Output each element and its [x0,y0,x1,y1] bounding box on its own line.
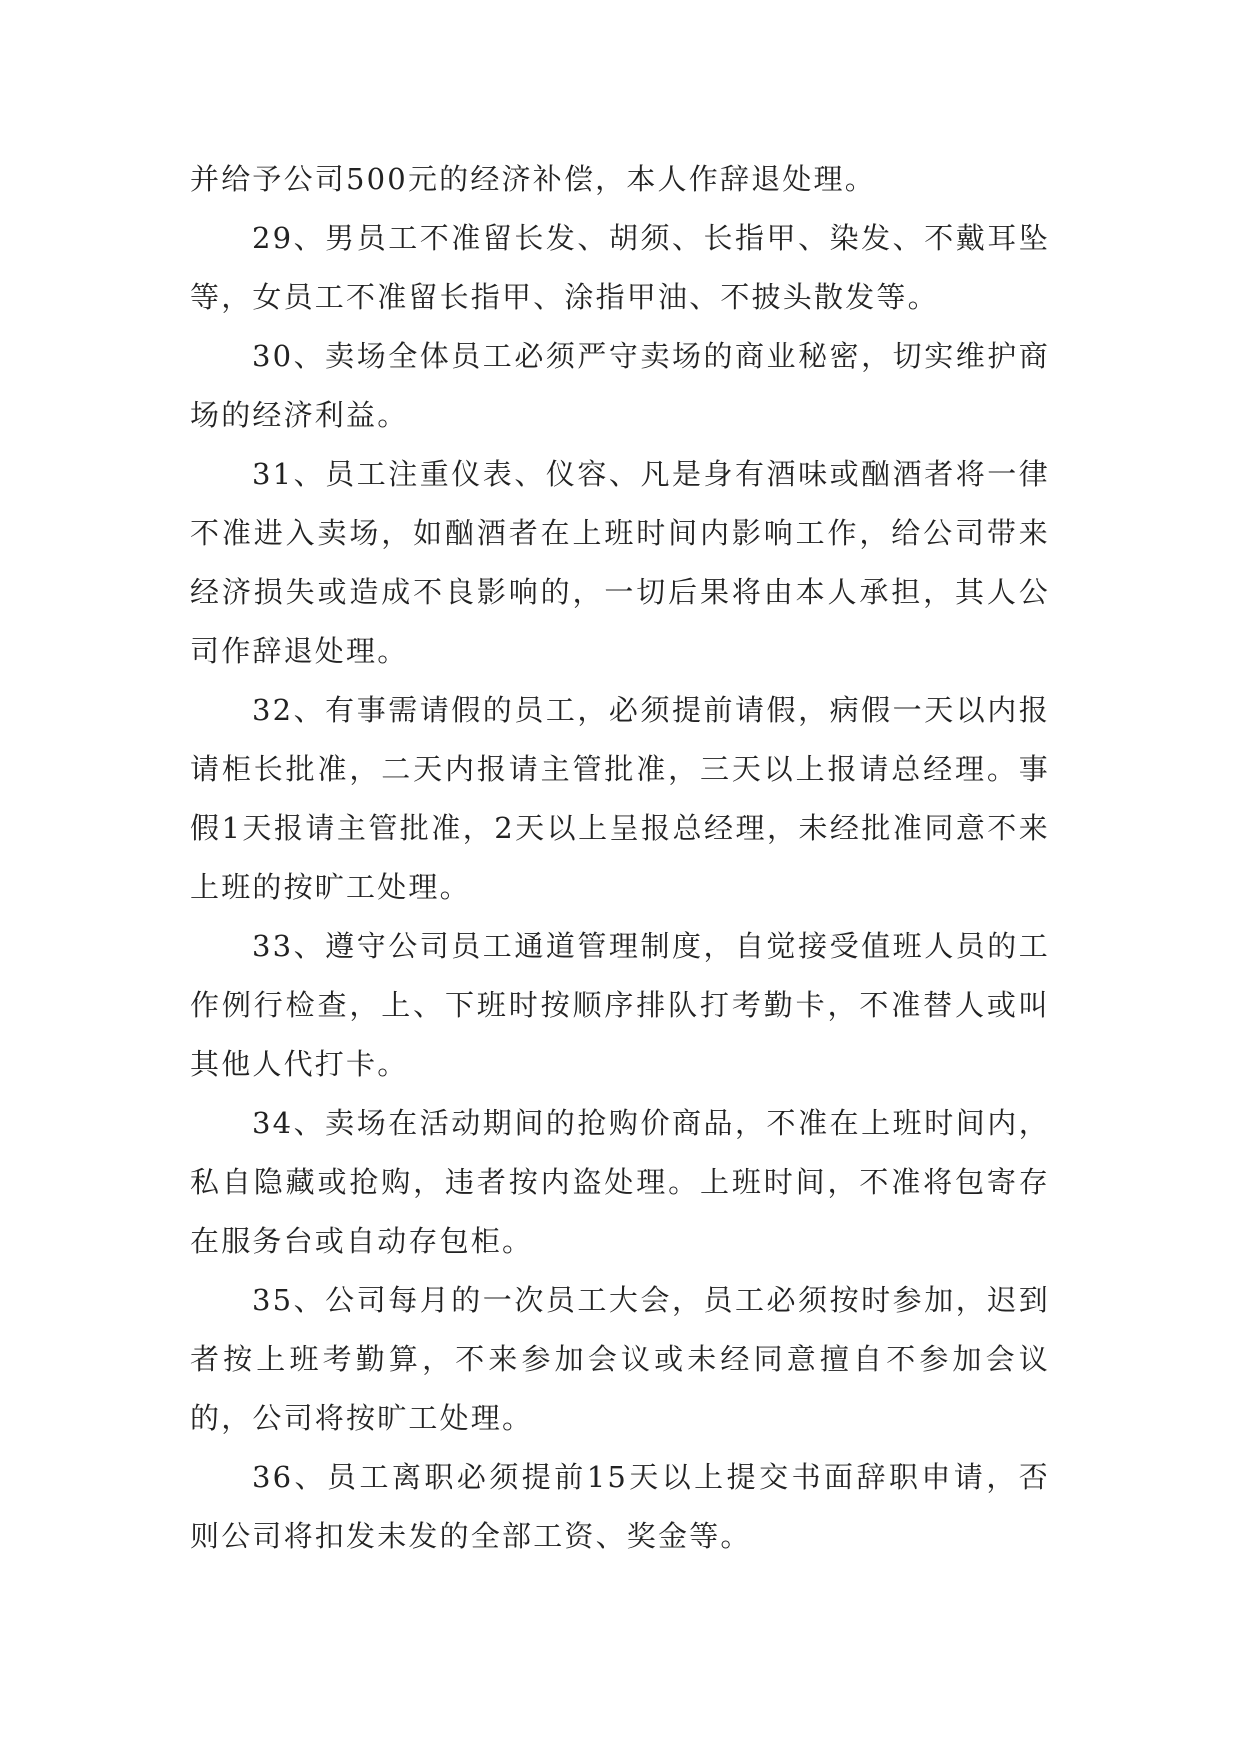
paragraph-rule-35: 35、公司每月的一次员工大会，员工必须按时参加，迟到者按上班考勤算，不来参加会议或未经同意擅自不参加会议的，公司将按旷工处理。 [190,1283,1050,1435]
paragraph-rule-30: 30、卖场全体员工必须严守卖场的商业秘密，切实维护商场的经济利益。 [190,339,1050,432]
paragraph-rule-34: 34、卖场在活动期间的抢购价商品，不准在上班时间内，私自隐藏或抢购，违者按内盗处理。上班时间，不准将包寄存在服务台或自动存包柜。 [190,1106,1050,1258]
document-body [190,150,1050,1566]
paragraph-continuation: 并给予公司500元的经济补偿，本人作辞退处理。 [190,162,876,196]
paragraph-rule-32: 32、有事需请假的员工，必须提前请假，病假一天以内报请柜长批准，二天内报请主管批准，三天以上报请总经理。事假1天报请主管批准，2天以上呈报总经理，未经批准同意不来上班的按旷工处理。 [190,693,1050,904]
paragraph-rule-31: 31、员工注重仪表、仪容、凡是身有酒味或酗酒者将一律不准进入卖场，如酗酒者在上班时间内影响工作，给公司带来经济损失或造成不良影响的，一切后果将由本人承担，其人公司作辞退处理。 [190,457,1050,668]
paragraph-rule-33: 33、遵守公司员工通道管理制度，自觉接受值班人员的工作例行检查，上、下班时按顺序排队打考勤卡，不准替人或叫其他人代打卡。 [190,929,1050,1081]
paragraph-rule-36: 36、员工离职必须提前15天以上提交书面辞职申请，否则公司将扣发未发的全部工资、奖金等。 [190,1460,1050,1553]
paragraph-rule-29: 29、男员工不准留长发、胡须、长指甲、染发、不戴耳坠等，女员工不准留长指甲、涂指甲油、不披头散发等。 [190,221,1050,314]
